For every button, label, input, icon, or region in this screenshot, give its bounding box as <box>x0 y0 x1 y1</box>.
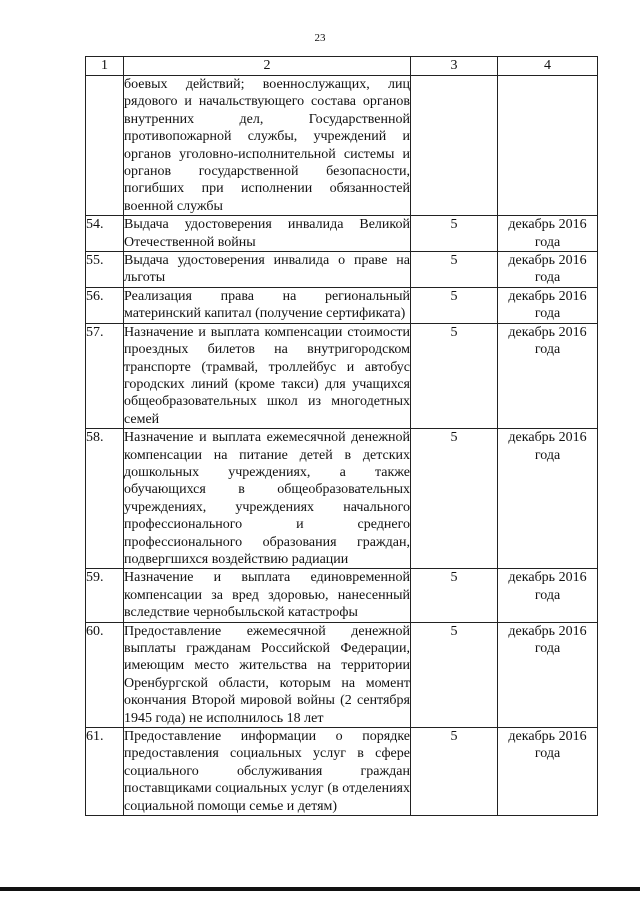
table-row <box>86 216 598 252</box>
table-row <box>86 429 598 569</box>
page-number: 23 <box>314 32 326 44</box>
table-row <box>86 287 598 323</box>
row-number <box>86 76 124 216</box>
column-3-value: 5 <box>411 252 498 288</box>
deadline: декабрь 2016 года <box>498 323 598 428</box>
deadline: декабрь 2016 года <box>498 429 598 569</box>
row-number: 54. <box>86 216 124 252</box>
deadline: декабрь 2016 года <box>498 569 598 622</box>
bottom-rule <box>0 887 640 891</box>
service-name: Назначение и выплата компенсации стоимости проездных билетов на внутригородском транспорте (трамвай, троллейбус и автобус городских линий (кроме такси) для учащихся общеобразовательных школ из многодетных семей <box>124 324 410 427</box>
table-row <box>86 569 598 622</box>
service-name: Выдача удостоверения инвалида о праве на льготы <box>124 253 410 286</box>
column-3-value: 5 <box>411 216 498 252</box>
row-number: 58. <box>86 429 124 569</box>
service-name: боевых действий; военнослужащих, лиц рядового и начальствующего состава органов внутренних дел, Государственной противопожарной службы, учреждений и органов уголовно-исполнительной системы и органов государственной безопасности, погибших при исполнении обязанностей военной службы <box>124 77 410 214</box>
row-number: 57. <box>86 323 124 428</box>
table-row <box>86 323 598 428</box>
deadline: декабрь 2016 года <box>498 287 598 323</box>
column-3-value: 5 <box>411 287 498 323</box>
row-number: 59. <box>86 569 124 622</box>
table-header-row <box>86 57 598 76</box>
deadline: декабрь 2016 года <box>498 216 598 252</box>
service-name: Реализация права на региональный материнский капитал (получение сертификата) <box>124 288 410 322</box>
table-row <box>86 728 598 816</box>
column-header-4: 4 <box>498 57 598 76</box>
column-3-value: 5 <box>411 429 498 569</box>
row-number: 60. <box>86 622 124 727</box>
deadline <box>498 76 598 216</box>
column-3-value: 5 <box>411 728 498 816</box>
row-number: 61. <box>86 728 124 816</box>
column-header-1: 1 <box>86 57 124 76</box>
column-header-3: 3 <box>411 57 498 76</box>
column-3-value: 5 <box>411 323 498 428</box>
service-name: Назначение и выплата единовременной компенсации за вред здоровью, нанесенный вследствие чернобыльской катастрофы <box>124 570 410 621</box>
table-row <box>86 252 598 288</box>
service-name: Предоставление ежемесячной денежной выплаты гражданам Российской Федерации, имеющим место жительства на территории Оренбургской области, которым на момент окончания Второй мировой войны (2 сентября 1945 года) не исполнилось 18 лет <box>124 623 410 726</box>
column-3-value <box>411 76 498 216</box>
services-table <box>85 56 598 816</box>
service-name: Предоставление информации о порядке предоставления социальных услуг в сфере социального обслуживания граждан поставщиками социальных услуг (в отделениях социальной помощи семье и детям) <box>124 729 410 814</box>
column-3-value: 5 <box>411 569 498 622</box>
table-row <box>86 76 598 216</box>
deadline: декабрь 2016 года <box>498 728 598 816</box>
column-3-value: 5 <box>411 622 498 727</box>
service-name: Назначение и выплата ежемесячной денежной компенсации на питание детей в детских дошкольных учреждениях, а также обучающихся в общеобразовательных учреждениях, учреждениях начального профессионального и среднего профессионального образования граждан, подвергшихся воздействию радиации <box>124 430 410 567</box>
deadline: декабрь 2016 года <box>498 252 598 288</box>
table-row <box>86 622 598 727</box>
column-header-2: 2 <box>124 57 411 76</box>
row-number: 56. <box>86 287 124 323</box>
row-number: 55. <box>86 252 124 288</box>
deadline: декабрь 2016 года <box>498 622 598 727</box>
service-name: Выдача удостоверения инвалида Великой Отечественной войны <box>124 217 410 250</box>
